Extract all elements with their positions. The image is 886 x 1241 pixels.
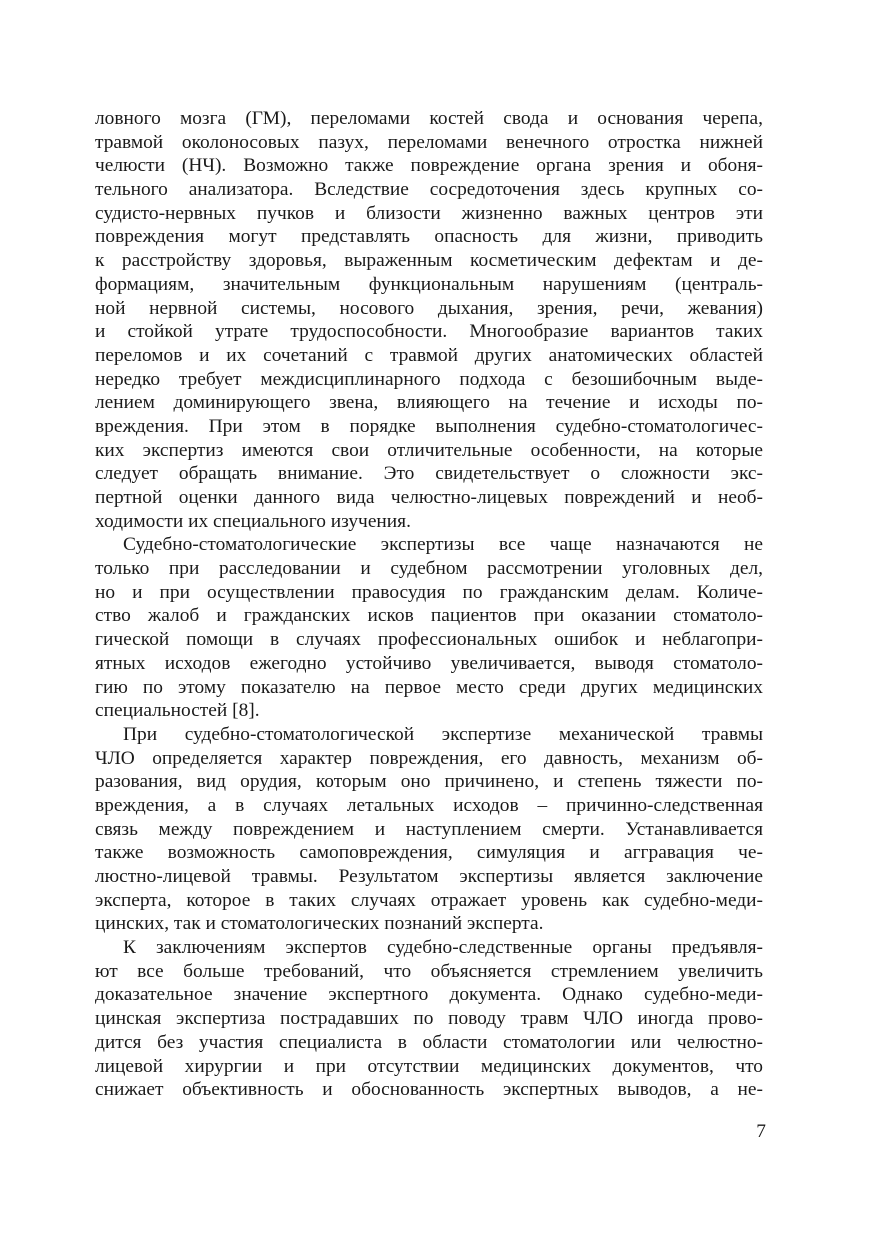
text-line: переломов и их сочетаний с травмой других анатомических областей — [95, 344, 763, 366]
text-line: гической помощи в случаях профессиональных ошибок и неблагопри- — [95, 629, 763, 651]
text-line: доказательное значение экспертного документа. Однако судебно-меди- — [95, 984, 763, 1006]
text-line: но и при осуществлении правосудия по гражданским делам. Количе- — [95, 581, 763, 603]
text-line: цинская экспертиза пострадавших по поводу травм ЧЛО иногда прово- — [95, 1008, 763, 1030]
text-line: также возможность самоповреждения, симуляция и аггравация че- — [95, 842, 763, 864]
text-line: ют все больше требований, что объясняется стремлением увеличить — [95, 960, 763, 982]
text-line: и стойкой утрате трудоспособности. Многообразие вариантов таких — [95, 321, 763, 343]
paragraph — [95, 533, 763, 723]
text-line: К заключениям экспертов судебно-следственные органы предъявля- — [123, 937, 763, 959]
text-line: гию по этому показателю на первое место среди других медицинских — [95, 676, 763, 698]
text-line: судисто-нервных пучков и близости жизненно важных центров эти — [95, 202, 763, 224]
text-line: связь между повреждением и наступлением смерти. Устанавливается — [95, 818, 763, 840]
text-line: эксперта, которое в таких случаях отражает уровень как судебно-меди- — [95, 889, 763, 911]
text-line: ходимости их специального изучения. — [95, 510, 411, 532]
text-line: вреждения. При этом в порядке выполнения судебно-стоматологичес- — [95, 415, 763, 437]
text-line: ЧЛО определяется характер повреждения, его давность, механизм об- — [95, 747, 763, 769]
text-line: формациям, значительным функциональным нарушениям (централь- — [95, 273, 763, 295]
text-line: ких экспертиз имеются свои отличительные особенности, на которые — [95, 439, 763, 461]
text-line: люстно-лицевой травмы. Результатом экспертизы является заключение — [95, 866, 763, 887]
text-line: ство жалоб и гражданских исков пациентов при оказании стоматоло- — [95, 605, 763, 627]
text-line: повреждения могут представлять опасность для жизни, приводить — [95, 226, 763, 248]
text-line: травмой околоносовых пазух, переломами венечного отростка нижней — [95, 131, 763, 153]
text-line: Судебно-стоматологические экспертизы все чаще назначаются не — [123, 534, 763, 556]
body-text — [95, 107, 763, 1102]
text-line: При судебно-стоматологической экспертизе механической травмы — [123, 723, 763, 745]
paragraph — [95, 936, 763, 1102]
text-line: ной нервной системы, носового дыхания, зрения, речи, жевания) — [95, 297, 763, 319]
text-line: пертной оценки данного вида челюстно-лицевых повреждений и необ- — [95, 487, 763, 508]
text-line: следует обращать внимание. Это свидетельствует о сложности экс- — [95, 463, 763, 485]
text-line: нередко требует междисциплинарного подхода с безошибочным выде- — [95, 368, 763, 390]
text-line: только при расследовании и судебном рассмотрении уголовных дел, — [95, 558, 763, 580]
text-line: вреждения, а в случаях летальных исходов – причинно-следственная — [95, 794, 763, 816]
page-number: 7 — [756, 1121, 766, 1142]
text-line: разования, вид орудия, которым оно причинено, и степень тяжести по- — [95, 771, 763, 793]
text-line: специальностей [8]. — [95, 700, 260, 722]
text-line: дится без участия специалиста в области стоматологии или челюстно- — [95, 1031, 763, 1053]
text-line: ятных исходов ежегодно устойчиво увеличивается, выводя стоматоло- — [95, 652, 763, 674]
text-line: челюсти (НЧ). Возможно также повреждение органа зрения и обоня- — [95, 155, 763, 177]
paragraph — [95, 107, 763, 533]
text-line: лицевой хирургии и при отсутствии медицинских документов, что — [95, 1055, 763, 1077]
paragraph — [95, 723, 763, 936]
text-line: снижает объективность и обоснованность экспертных выводов, а не- — [95, 1079, 763, 1101]
text-line: тельного анализатора. Вследствие сосредоточения здесь крупных со- — [95, 179, 763, 201]
text-line: к расстройству здоровья, выраженным косметическим дефектам и де- — [95, 250, 763, 272]
text-line: ловного мозга (ГМ), переломами костей свода и основания черепа, — [95, 108, 763, 129]
text-line: лением доминирующего звена, влияющего на течение и исходы по- — [95, 392, 763, 414]
text-line: цинских, так и стоматологических познаний эксперта. — [95, 913, 544, 935]
